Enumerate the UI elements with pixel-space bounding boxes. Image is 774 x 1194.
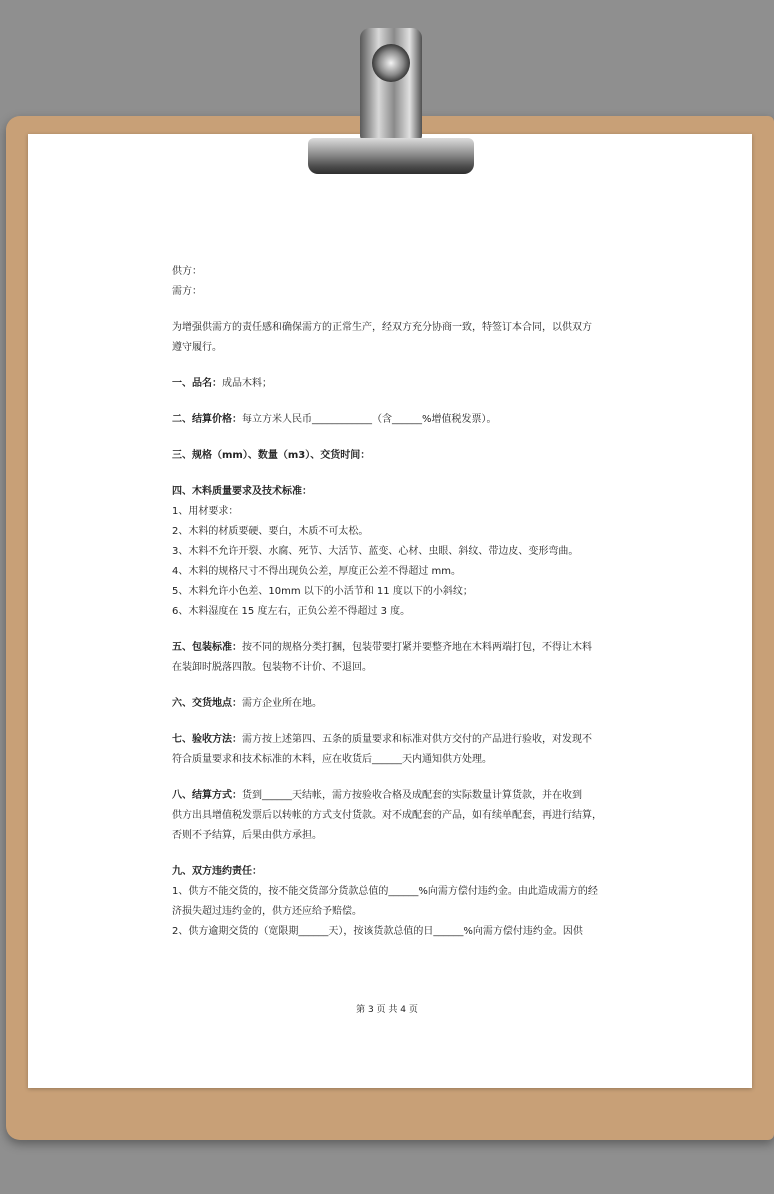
section-7-text-cont: 符合质量要求和技术标准的木料，应在收货后______天内通知供方处理。 xyxy=(172,754,492,765)
section-4-item: 1、用材要求： xyxy=(172,506,239,517)
section-5-title: 五、包装标准： xyxy=(172,642,242,653)
section-1-title: 一、品名： xyxy=(172,378,222,389)
section-8 xyxy=(172,786,608,806)
section-5-text: 按不同的规格分类打捆，包装带要打紧并要整齐地在木料两端打包，不得让木料 xyxy=(242,642,592,653)
section-8-text: 货到______天结帐，需方按验收合格及成配套的实际数量计算货款，并在收到 xyxy=(242,790,582,801)
section-4-item: 3、木料不允许开裂、水腐、死节、大活节、蓝变、心材、虫眼、斜纹、带边皮、变形弯曲。 xyxy=(172,546,579,557)
section-8-title: 八、结算方式： xyxy=(172,790,242,801)
section-4 xyxy=(172,482,608,502)
section-9-item: 济损失超过违约金的，供方还应给予赔偿。 xyxy=(172,906,362,917)
supplier-line: 供方： xyxy=(172,266,202,277)
section-8-text-cont: 否则不予结算，后果由供方承担。 xyxy=(172,830,322,841)
section-9 xyxy=(172,862,608,882)
section-6-text: 需方企业所在地。 xyxy=(242,698,322,709)
section-8-text-cont: 供方出具增值税发票后以转帐的方式支付货款。对不成配套的产品，如有续单配套，再进行结算， xyxy=(172,810,602,821)
section-4-title: 四、木料质量要求及技术标准： xyxy=(172,486,312,497)
section-9-item: 1、供方不能交货的，按不能交货部分货款总值的______%向需方偿付违约金。由此造成需方的经 xyxy=(172,886,598,897)
section-9-title: 九、双方违约责任： xyxy=(172,866,262,877)
section-5 xyxy=(172,638,608,658)
section-4-item: 5、木料允许小色差、10mm 以下的小活节和 11 度以下的小斜纹； xyxy=(172,586,473,597)
section-6-title: 六、交货地点： xyxy=(172,698,242,709)
section-1 xyxy=(172,374,608,394)
section-4-item: 4、木料的规格尺寸不得出现负公差，厚度正公差不得超过 mm。 xyxy=(172,566,462,577)
section-7 xyxy=(172,730,608,750)
section-7-title: 七、验收方法： xyxy=(172,734,242,745)
section-3 xyxy=(172,446,608,466)
section-2 xyxy=(172,410,608,430)
section-2-text: 每立方米人民币____________（含______%增值税发票）。 xyxy=(242,414,497,425)
section-1-text: 成品木料； xyxy=(222,378,272,389)
section-6 xyxy=(172,694,608,714)
section-2-title: 二、结算价格： xyxy=(172,414,242,425)
section-9-item: 2、供方逾期交货的（宽限期______天），按该货款总值的日______%向需方偿付违约金。因供 xyxy=(172,926,583,937)
contract-text xyxy=(172,262,608,942)
section-7-text: 需方按上述第四、五条的质量要求和标准对供方交付的产品进行验收，对发现不 xyxy=(242,734,592,745)
binder-clip-base xyxy=(308,138,474,174)
section-3-title: 三、规格（mm）、数量（m3）、交货时间： xyxy=(172,450,371,461)
intro-line-1: 为增强供需方的责任感和确保需方的正常生产，经双方充分协商一致，特签订本合同，以供双方 xyxy=(172,322,592,333)
binder-clip-ring xyxy=(372,44,410,82)
intro-line-2: 遵守履行。 xyxy=(172,342,222,353)
buyer-line: 需方： xyxy=(172,286,202,297)
page-number: 第 3 页 共 4 页 xyxy=(356,1005,418,1015)
section-4-item: 6、木料湿度在 15 度左右，正负公差不得超过 3 度。 xyxy=(172,606,411,617)
section-4-item: 2、木料的材质要硬、要白，木质不可太松。 xyxy=(172,526,369,537)
section-5-text-cont: 在装卸时脱落四散。包装物不计价、不退回。 xyxy=(172,662,372,673)
